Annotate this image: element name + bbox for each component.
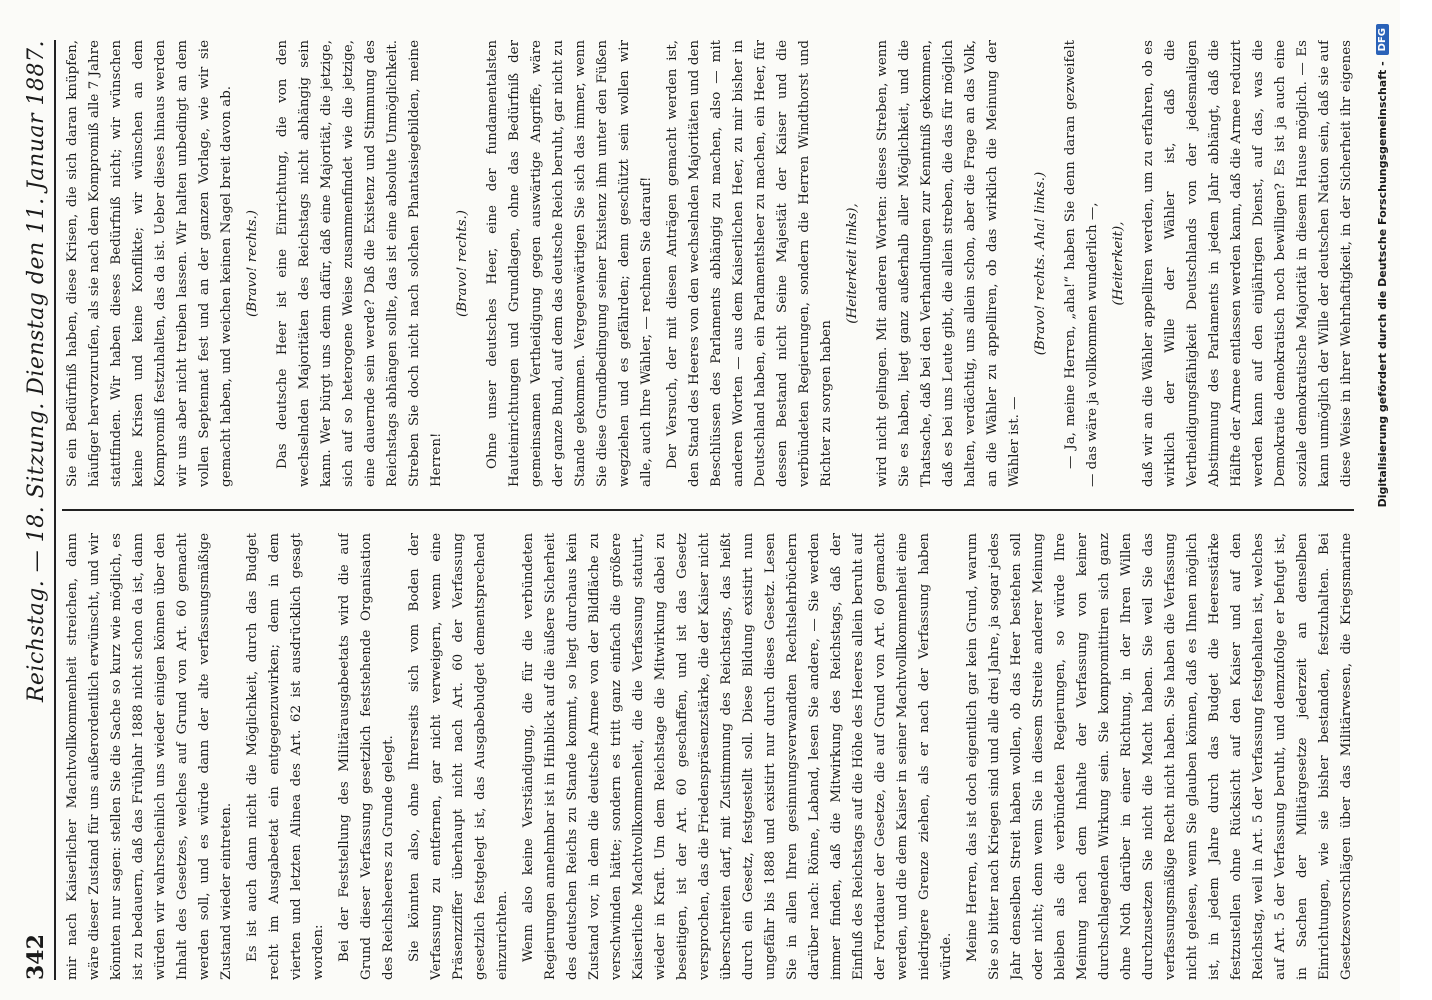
paragraph: Das deutsche Heer ist eine Einrichtung, die von den wechselnden Majoritäten des Reichstags nicht abhängig sein kann. Wer bürgt uns denn dafür, daß eine Majorität, die jetzige, sich auf so heterogene Weise zusammenfindet wie die jetzige, eine dauernde sein werde? Daß die Existenz und Stimmung des Reichstags abhängen sollte, das ist eine absolute Unmöglichkeit. Streben Sie doch nicht nach solchen Phantasiegebilden, meine Herren! — [275, 40, 444, 487]
interjection: (Heiterkeit), — [1111, 221, 1126, 306]
page-number: 342 — [23, 934, 49, 980]
column-divider — [62, 509, 1354, 511]
interjection: (Heiterkeit links), — [845, 203, 860, 324]
interjection: (Bravo! rechts.) — [455, 210, 470, 317]
paragraph: daß wir an die Wähler appelliren werden, um zu erfahren, ob es wirklich der Wille der Wähler ist, daß die Vertheidigungsfähigkeit Deutschlands von der jedesmaligen Abstimmung des Parlaments in jedem Jahr abhängt, daß die Hälfte der Armee entlassen werden kann, daß die Armee reduzirt werden kann auf den einjährigen Dienst, auf das, was die Demokratie demokratisch noch bewilligen? Es ist ja auch eine soziale demokratische Majorität in diesem Hause möglich. — Es kann unmöglich der Wille der deutschen Nation sein, daß sie auf diese Weise in ihrer Wehrhaftigkeit, in der Sicherheit ihr eigenes — [1141, 40, 1354, 487]
paragraph: Ohne unser deutsches Heer, eine der fundamentalsten Hauteinrichtungen und Grundlagen, ohne das Bedürfniß der gemeinsamen Vertheidigung gegen auswärtige Angriffe, wäre der ganze Bund, auf dem das deutsche Reich beruht, gar nicht zu Stande gekommen. Vergegenwärtigen Sie sich das immer, wenn Sie diese Grundbedingung seiner Existenz ihm unter den Füßen wegziehen und es gefährden; denn geschützt sein wollen wir alle, auch Ihre Wähler, — rechnen Sie darauf! — [485, 40, 654, 487]
page-header — [18, 40, 56, 980]
paragraph: Meine Herren, das ist doch eigentlich gar kein Grund, warum Sie so bitter nach Kriegen sind und alle drei Jahre, ja sogar jedes Jahr denselben Streit haben wollen, ob das Heer bestehen soll oder nicht; denn wenn Sie in diesem Streite anderer Meinung bleiben als die verbündeten Regierungen, so würde Ihre Meinung nach dem Inhalte der Verfassung von keiner durchschlagenden Wirkung sein. Sie kompromittiren sich ganz ohne Noth darüber in einer Richtung, in der Ihren Willen durchzusetzen Sie nicht die Macht haben. Sie weil Sie das verfassungsmäßige Recht nicht haben. Sie haben die Verfassung nicht gelesen, wenn Sie glauben können, daß es Ihnen möglich ist, in jedem Jahre durch das Budget die Heeresstärke festzustellen ohne Rücksicht auf den Kaiser und auf den Reichstag, weil in Art. 5 der Verfassung festgehalten ist, welches auf Art. 5 der Verfassung beruht, und demzufolge er befugt ist, in Sachen der Militärgesetze jederzeit an denselben Einrichtungen, wie sie bisher bestanden, festzuhalten. Bei Gesetzesvorschlägen über das Militärwesen, die Kriegsmarine — [965, 533, 1354, 980]
paragraph: Bei der Feststellung des Militärausgabeetats wird die auf Grund dieser Verfassung gesetzlich feststehende Organisation des Reichsheeres zu Grunde gelegt. — [337, 533, 396, 980]
paragraph: Der Versuch, der mit diesen Anträgen gemacht werden ist, den Stand des Heeres von den wechselnden Majoritäten und den Beschlüssen des Parlaments abhängig zu machen, also — mit anderen Worten — aus dem Kaiserlichen Heer, zu mir bisher in Deutschland haben, ein Parlamentsheer zu machen, ein Heer, für dessen Bestand nicht Seine Majestät der Kaiser und die verbündeten Regierungen, sondern die Herren Windthorst und Richter zu sorgen haben — [665, 40, 834, 487]
paragraph: mir nach Kaiserlicher Machtvollkommenheit streichen, dann wäre dieser Zustand für uns außerordentlich erwünscht, und wir könnten nur sagen: stellen Sie die Sache so kurz wie möglich, es ist zu bedauern, daß das Frühjahr 1888 nicht schon da ist, dann würden wir wahrscheinlich uns wieder einigen können über den Inhalt des Gesetzes, welches auf Grund von Art. 60 gemacht werden soll, und es würde dann der alte verfassungsmäßige Zustand wieder eintreten. — [65, 533, 234, 980]
paragraph: Wenn also keine Verständigung, die für die verbündeten Regierungen annehmbar ist in Hinblick auf die äußere Sicherheit des deutschen Reichs zu Stande kommt, so liegt durchaus kein Zustand vor, in dem die deutsche Armee von der Bildfläche zu verschwinden hätte; sondern es tritt ganz einfach die größere Kaiserliche Machtvollkommenheit, die die Verfassung statuirt, wieder in Kraft. Um dem Reichstage die Mitwirkung dabei zu beseitigen, ist der Art. 60 geschaffen, und ist das Gesetz versprochen, das die Friedenspräsenzstärke, die der Kaiser nicht überschreiten darf, mit Zustimmung des Reichstags, das heißt durch ein Gesetz, festgestellt soll. Diese Bildung existirt nun ungefähr bis 1888 und existirt nur durch dieses Gesetz. Lesen Sie in allen Ihren gesinnungsverwandten Rechtslehrbüchern darüber nach: Rönne, Laband, lesen Sie andere, — Sie werden immer finden, daß die Mitwirkung des Reichstags, daß der Einfluß des Reichstags auf die Höhe des Heeres allein beruht auf der Fortdauer der Gesetze, die auf Grund von Art. 60 gemacht werden, und die dem Kaiser in seiner Machtvollkommenheit eine niedrigere Grenze ziehen, als er nach der Verfassung haben würde. — [521, 533, 954, 980]
paragraph: Es ist auch dann nicht die Möglichkeit, durch das Budget recht im Ausgabeetat ein entgegenzuwirken; denn in dem vierten und letzten Alinea des Art. 62 ist ausdrücklich gesagt worden: — [245, 533, 326, 980]
paragraph: wird nicht gelingen. Mit anderen Worten: dieses Streben, wenn Sie es haben, liegt ganz außerhalb aller Möglichkeit, und die Thatsache, daß bei den Verhandlungen zur Kenntniß gekommen, daß es bei uns Leute gibt, die allein streben, die das für möglich halten, verdächtig, uns allein schon, aber die Frage an das Volk, an die Wähler zu appelliren, ob das wirklich die Meinung der Wähler ist. — — [875, 40, 1022, 487]
page-title: Reichstag. — 18. Sitzung. Dienstag den 11. Januar 1887. — [23, 40, 49, 703]
credit-text: Digitalisierung gefördert durch die Deutsche Forschungsgemeinschaft - — [1375, 61, 1389, 508]
text-columns — [62, 40, 1354, 980]
dfg-logo: DFG — [1376, 24, 1389, 55]
digitization-credit — [1370, 0, 1394, 1000]
paragraph: Sie ein Bedürfniß haben, diese Krisen, die sich daran knüpfen, häufiger hervorzurufen, als sie nach dem Kompromiß alle 7 Jahre stattfinden. Wir haben dieses Bedürfniß nicht; wir wünschen keine Krisen und keine Konflikte; wir wünschen an dem Kompromiß festzuhalten, das da ist. Ueber dieses hinaus werden wir uns aber nicht treiben lassen. Wir halten unbedingt an dem vollen Septennat fest und an der ganzen Vorlage, wie wir sie gemacht haben, und weichen keinen Nagel breit davon ab. — [65, 40, 234, 487]
paragraph: — Ja, meine Herren, „aha!“ haben Sie denn daran gezweifelt — das wäre ja vollkommen wunderlich —, — [1063, 40, 1100, 487]
paragraph: Sie könnten also, ohne Ihrerseits sich vom Boden der Verfassung zu entfernen, gar nicht verweigern, wenn eine Präsenzziffer überhaupt nicht nach Art. 60 der Verfassung gesetzlich festgelegt ist, das Ausgabebudget dementsprechend einzurichten. — [407, 533, 510, 980]
left-column — [62, 533, 1354, 980]
right-column — [62, 40, 1354, 487]
interjection: (Bravo! rechts.) — [245, 210, 260, 317]
interjection: (Bravo! rechts. Aha! links.) — [1033, 171, 1048, 356]
